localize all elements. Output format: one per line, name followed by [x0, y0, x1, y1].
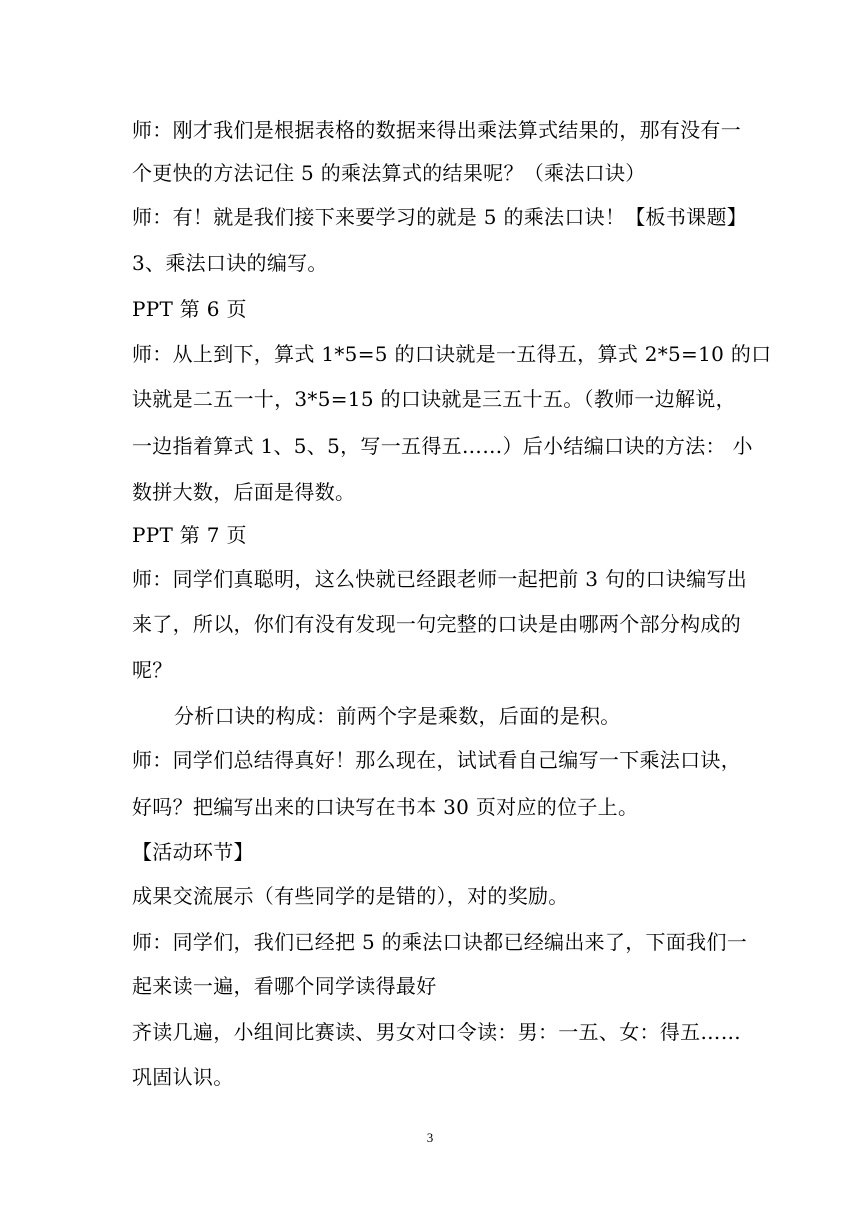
- text-line-18: 成果交流展示（有些同学的是错的），对的奖励。: [132, 884, 569, 908]
- text-line-12: 来了，所以，你们有没有发现一句完整的口诀是由哪两个部分构成的: [132, 612, 741, 636]
- text-line-13: 呢？: [132, 658, 173, 682]
- text-line-4: 3、乘法口诀的编写。: [132, 251, 328, 275]
- text-line-15: 师：同学们总结得真好！那么现在，试试看自己编写一下乘法口诀，: [132, 748, 741, 772]
- text-line-16: 好吗？把编写出来的口诀写在书本 30 页对应的位子上。: [132, 795, 639, 819]
- text-line-6: 师：从上到下，算式 1*5=5 的口诀就是一五得五，算式 2*5=10 的口: [132, 342, 772, 366]
- text-line-10: PPT 第 7 页: [132, 523, 247, 547]
- text-line-2: 个更快的方法记住 5 的乘法算式的结果呢？（乘法口诀）: [132, 161, 646, 185]
- text-line-17: 【活动环节】: [132, 840, 254, 864]
- page-number: 3: [426, 1130, 434, 1145]
- text-line-3: 师：有！就是我们接下来要学习的就是 5 的乘法口诀！【板书课题】: [132, 205, 748, 229]
- text-line-11: 师：同学们真聪明，这么快就已经跟老师一起把前 3 句的口诀编写出: [132, 567, 748, 591]
- text-line-9: 数拼大数，后面是得数。: [132, 480, 356, 504]
- text-line-14: 分析口诀的构成：前两个字是乘数，后面的是积。: [174, 704, 621, 728]
- text-line-20: 起来读一遍，看哪个同学读得最好: [132, 974, 437, 998]
- text-line-5: PPT 第 6 页: [132, 297, 247, 321]
- text-line-22: 巩固认识。: [132, 1065, 234, 1089]
- text-line-8: 一边指着算式 1、5、5，写一五得五……）后小结编口诀的方法： 小: [132, 434, 753, 458]
- text-line-7: 诀就是二五一十，3*5=15 的口诀就是三五十五。（教师一边解说，: [132, 387, 736, 411]
- text-line-21: 齐读几遍，小组间比赛读、男女对口令读：男：一五、女：得五……: [132, 1020, 741, 1044]
- text-line-1: 师：刚才我们是根据表格的数据来得出乘法算式结果的，那有没有一: [132, 118, 741, 142]
- text-line-19: 师：同学们，我们已经把 5 的乘法口诀都已经编出来了，下面我们一: [132, 930, 748, 954]
